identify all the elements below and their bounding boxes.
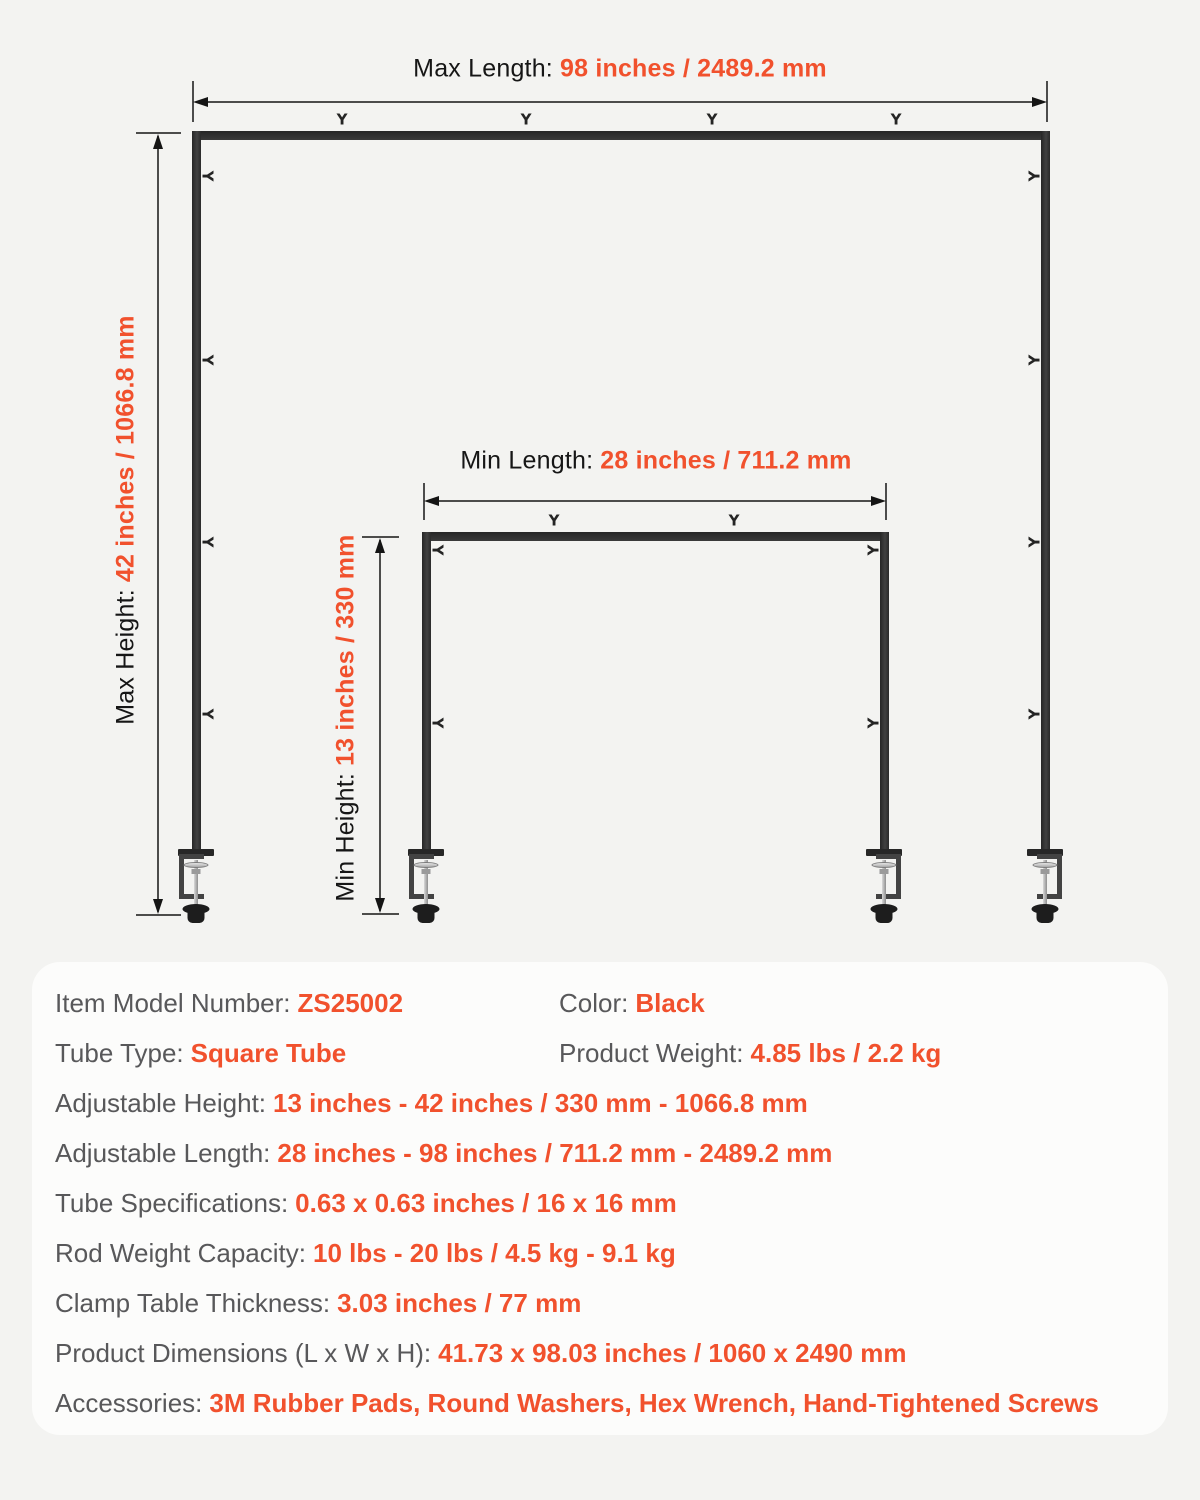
spec-label: Adjustable Height: — [55, 1087, 267, 1118]
spec-row — [55, 978, 1148, 1028]
clamp-bracket — [179, 854, 204, 899]
min-frame-right-pole — [880, 532, 889, 850]
spec-row — [55, 1228, 1148, 1278]
max-frame-left-pole — [192, 131, 201, 850]
thumb-screw-icon: Y — [864, 544, 883, 556]
min-height-value: 13 inches / 330 mm — [331, 534, 360, 766]
thumb-screw-icon: Y — [198, 170, 217, 182]
clamp-knob-stem — [876, 911, 893, 923]
spec-label: Adjustable Length: — [55, 1137, 271, 1168]
clamp-knob-stem — [1037, 911, 1054, 923]
thumb-screw-icon: Y — [198, 354, 217, 366]
thumb-screw-icon: Y — [428, 717, 447, 729]
clamp-nut — [422, 869, 431, 874]
max-length-text: Max Length: — [413, 54, 553, 83]
min-height-label — [332, 534, 361, 901]
table-clamp — [408, 849, 444, 925]
min-length-value: 28 inches / 711.2 mm — [600, 446, 852, 475]
spec-item-tube-type — [55, 1038, 559, 1069]
spec-item-model-number — [55, 988, 559, 1019]
thumb-screw-icon: Y — [428, 544, 447, 556]
clamp-pad-disk — [184, 862, 209, 868]
spec-value: 28 inches - 98 inches / 711.2 mm - 2489.2 mm — [277, 1137, 833, 1168]
spec-item-color — [559, 988, 1148, 1019]
spec-panel — [32, 962, 1168, 1435]
min-length-text: Min Length: — [460, 446, 594, 475]
max-frame-top-rod — [192, 131, 1050, 140]
thumb-screw-icon: Y — [1025, 536, 1044, 548]
spec-label: Rod Weight Capacity: — [55, 1237, 306, 1268]
clamp-nut — [880, 869, 889, 874]
thumb-screw-icon: Y — [198, 708, 217, 720]
clamp-pad-disk — [1033, 862, 1058, 868]
spec-label: Accessories: — [55, 1387, 203, 1418]
spec-item-clamp-table-thickness — [55, 1288, 1148, 1319]
spec-value: 4.85 lbs / 2.2 kg — [750, 1037, 942, 1068]
max-frame-right-pole — [1041, 131, 1050, 850]
spec-value: 3M Rubber Pads, Round Washers, Hex Wrench, Hand-Tightened Screws — [209, 1387, 1099, 1418]
spec-item-adjustable-length — [55, 1138, 1148, 1169]
clamp-nut — [1041, 869, 1050, 874]
clamp-knob-stem — [188, 911, 205, 923]
spec-item-product-weight — [559, 1038, 1148, 1069]
min-frame-top-rod — [422, 532, 889, 541]
spec-item-adjustable-height — [55, 1088, 1148, 1119]
max-length-label — [413, 55, 827, 84]
spec-label: Tube Type: — [55, 1037, 184, 1068]
thumb-screw-icon: Y — [890, 110, 902, 129]
spec-row — [55, 1378, 1148, 1428]
thumb-screw-icon: Y — [1025, 708, 1044, 720]
thumb-screw-icon: Y — [1025, 354, 1044, 366]
thumb-screw-icon: Y — [336, 110, 348, 129]
max-height-label — [112, 315, 141, 724]
spec-label: Product Weight: — [559, 1037, 744, 1068]
spec-label: Product Dimensions (L x W x H): — [55, 1337, 432, 1368]
thumb-screw-icon: Y — [706, 110, 718, 129]
spec-item-rod-weight-capacity — [55, 1238, 1148, 1269]
clamp-bracket — [1037, 854, 1062, 899]
thumb-screw-icon: Y — [520, 110, 532, 129]
spec-value: 0.63 x 0.63 inches / 16 x 16 mm — [295, 1187, 677, 1218]
thumb-screw-icon: Y — [864, 717, 883, 729]
min-frame-left-pole — [422, 532, 431, 850]
clamp-pad-disk — [414, 862, 439, 868]
max-length-value: 98 inches / 2489.2 mm — [559, 54, 827, 83]
spec-label: Tube Specifications: — [55, 1187, 289, 1218]
clamp-nut — [192, 869, 201, 874]
spec-value: Black — [635, 987, 705, 1018]
thumb-screw-icon: Y — [198, 536, 217, 548]
min-height-text: Min Height: — [331, 772, 360, 902]
spec-value: Square Tube — [190, 1037, 347, 1068]
spec-item-tube-specifications — [55, 1188, 1148, 1219]
thumb-screw-icon: Y — [1025, 170, 1044, 182]
spec-label: Color: — [559, 987, 629, 1018]
clamp-bracket — [876, 854, 901, 899]
clamp-bracket — [409, 854, 434, 899]
spec-row — [55, 1078, 1148, 1128]
spec-value: 13 inches - 42 inches / 330 mm - 1066.8 mm — [273, 1087, 808, 1118]
max-height-text: Max Height: — [111, 589, 140, 725]
spec-label: Item Model Number: — [55, 987, 291, 1018]
spec-row — [55, 1178, 1148, 1228]
spec-row — [55, 1028, 1148, 1078]
clamp-knob-stem — [418, 911, 435, 923]
table-clamp — [866, 849, 902, 925]
spec-item-accessories — [55, 1388, 1148, 1419]
spec-value: 3.03 inches / 77 mm — [337, 1287, 582, 1318]
spec-value: 41.73 x 98.03 inches / 1060 x 2490 mm — [438, 1337, 907, 1368]
spec-item-product-dimensions — [55, 1338, 1148, 1369]
thumb-screw-icon: Y — [548, 511, 560, 530]
clamp-pad-disk — [872, 862, 897, 868]
spec-value: ZS25002 — [297, 987, 404, 1018]
spec-label: Clamp Table Thickness: — [55, 1287, 331, 1318]
max-height-value: 42 inches / 1066.8 mm — [111, 315, 140, 583]
spec-row — [55, 1128, 1148, 1178]
table-clamp — [1027, 849, 1063, 925]
thumb-screw-icon: Y — [728, 511, 740, 530]
spec-row — [55, 1328, 1148, 1378]
min-length-label — [460, 447, 851, 476]
spec-value: 10 lbs - 20 lbs / 4.5 kg - 9.1 kg — [312, 1237, 676, 1268]
table-clamp — [178, 849, 214, 925]
spec-row — [55, 1278, 1148, 1328]
